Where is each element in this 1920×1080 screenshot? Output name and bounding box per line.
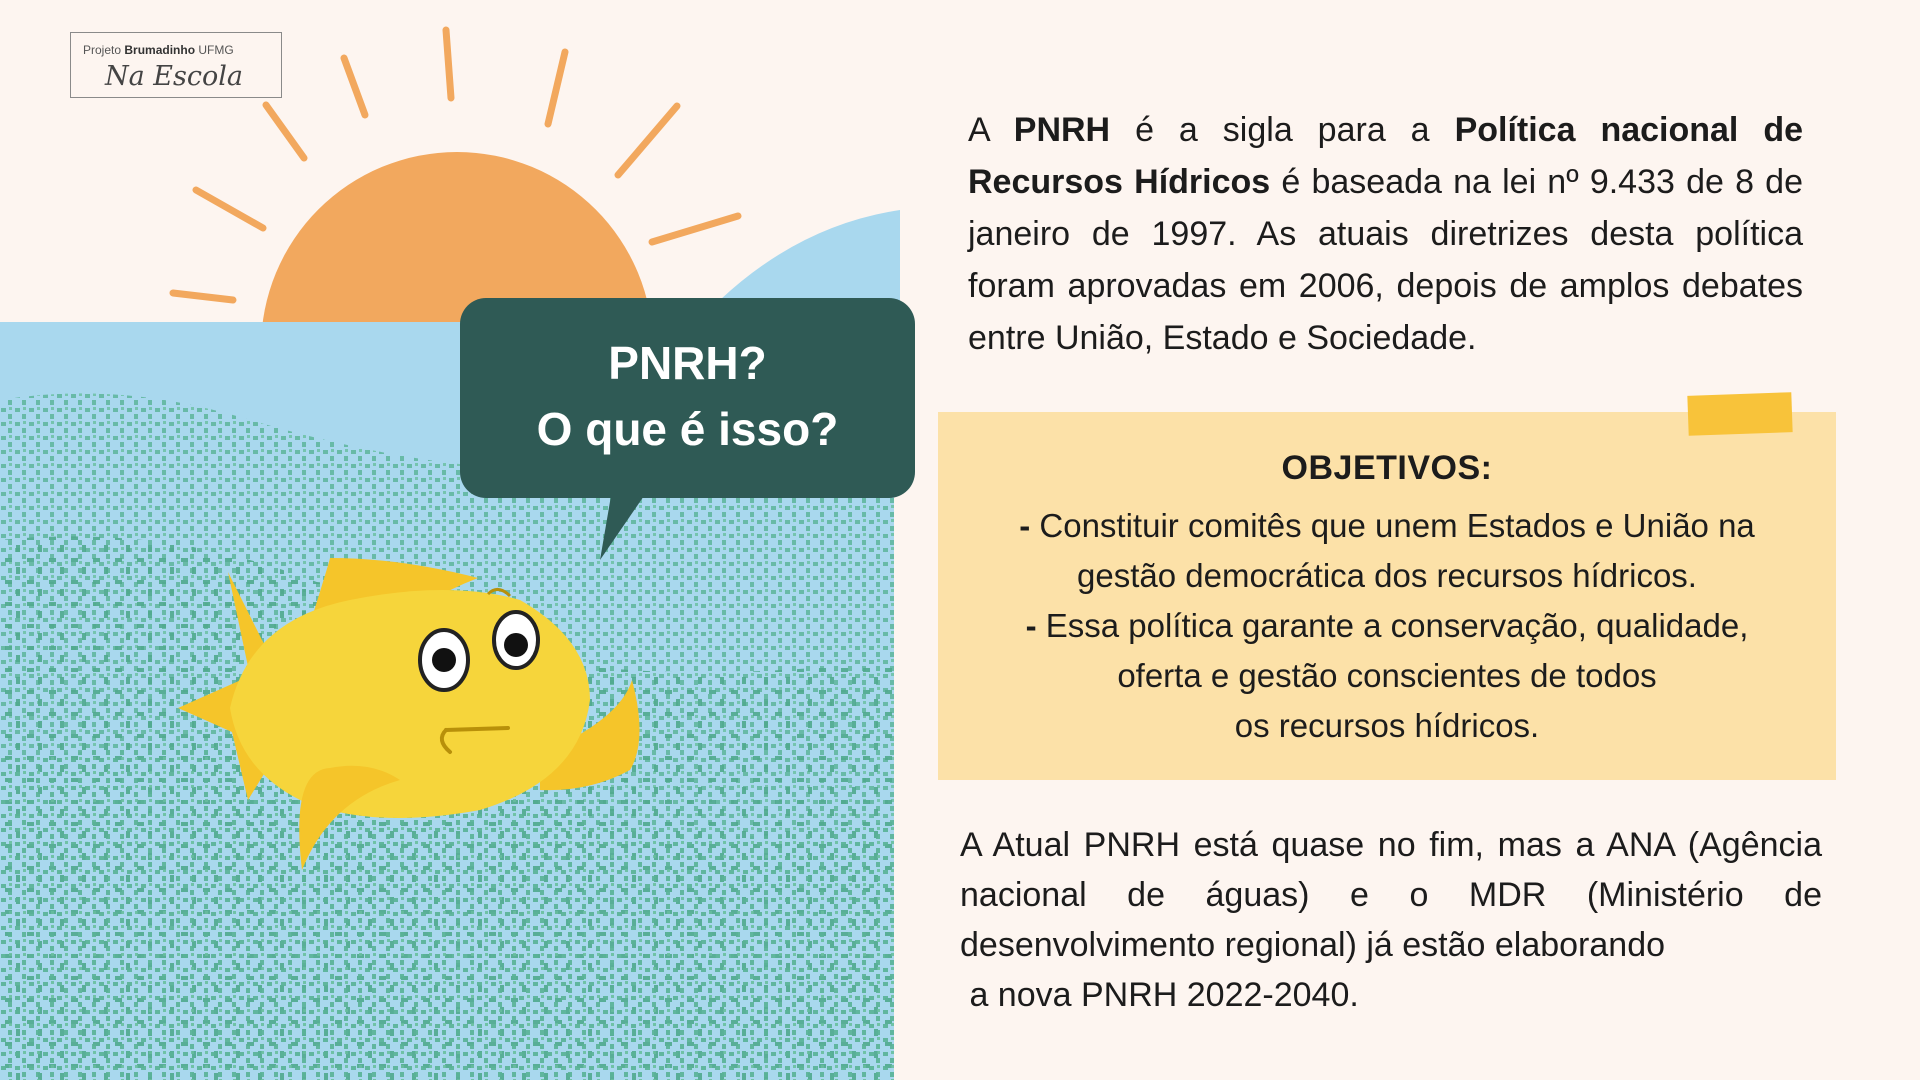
logo-project-name: Projeto Brumadinho UFMG — [83, 43, 234, 57]
speech-bubble — [460, 298, 915, 498]
footer-line: A Atual PNRH está quase no fim, mas a ANA (Agência — [960, 826, 1822, 864]
objective-line: oferta e gestão conscientes de todos — [1117, 657, 1657, 694]
bubble-question-2: O que é isso? — [536, 403, 839, 455]
intro-paragraph: A PNRH é a sigla para a Política nacional de Recursos Hídricos é baseada na lei nº 9.433 de 8 de janeiro de 1997. As atuais diretrizes desta política foram aprovadas em 2006, depois de amplos debates entre União, Estado e Sociedade. — [968, 111, 1804, 357]
objectives-list — [938, 501, 1836, 751]
objective-line: - Essa política garante a conservação, qualidade, — [1025, 607, 1749, 644]
tape-decoration — [1687, 392, 1792, 436]
footer-line: a nova PNRH 2022-2040. — [960, 976, 1359, 1014]
objective-line: gestão democrática dos recursos hídricos. — [1077, 557, 1697, 594]
policy-name: Política nacional de Recursos Hídricos — [968, 111, 1804, 201]
bubble-question-1: PNRH? — [608, 337, 767, 389]
objective-line: - Constituir comitês que unem Estados e União na — [1019, 507, 1755, 544]
footer-line: nacional de águas) e o MDR (Ministério de — [960, 876, 1822, 914]
objective-line: os recursos hídricos. — [1234, 707, 1540, 744]
objectives-title: OBJETIVOS: — [1281, 449, 1493, 487]
illustration — [0, 0, 900, 1080]
pnrh-acronym: PNRH — [1013, 111, 1111, 149]
logo-script: Na Escola — [105, 61, 243, 92]
footer-paragraph — [960, 820, 1822, 1020]
footer-line: desenvolvimento regional) já estão elaborando — [960, 926, 1666, 964]
